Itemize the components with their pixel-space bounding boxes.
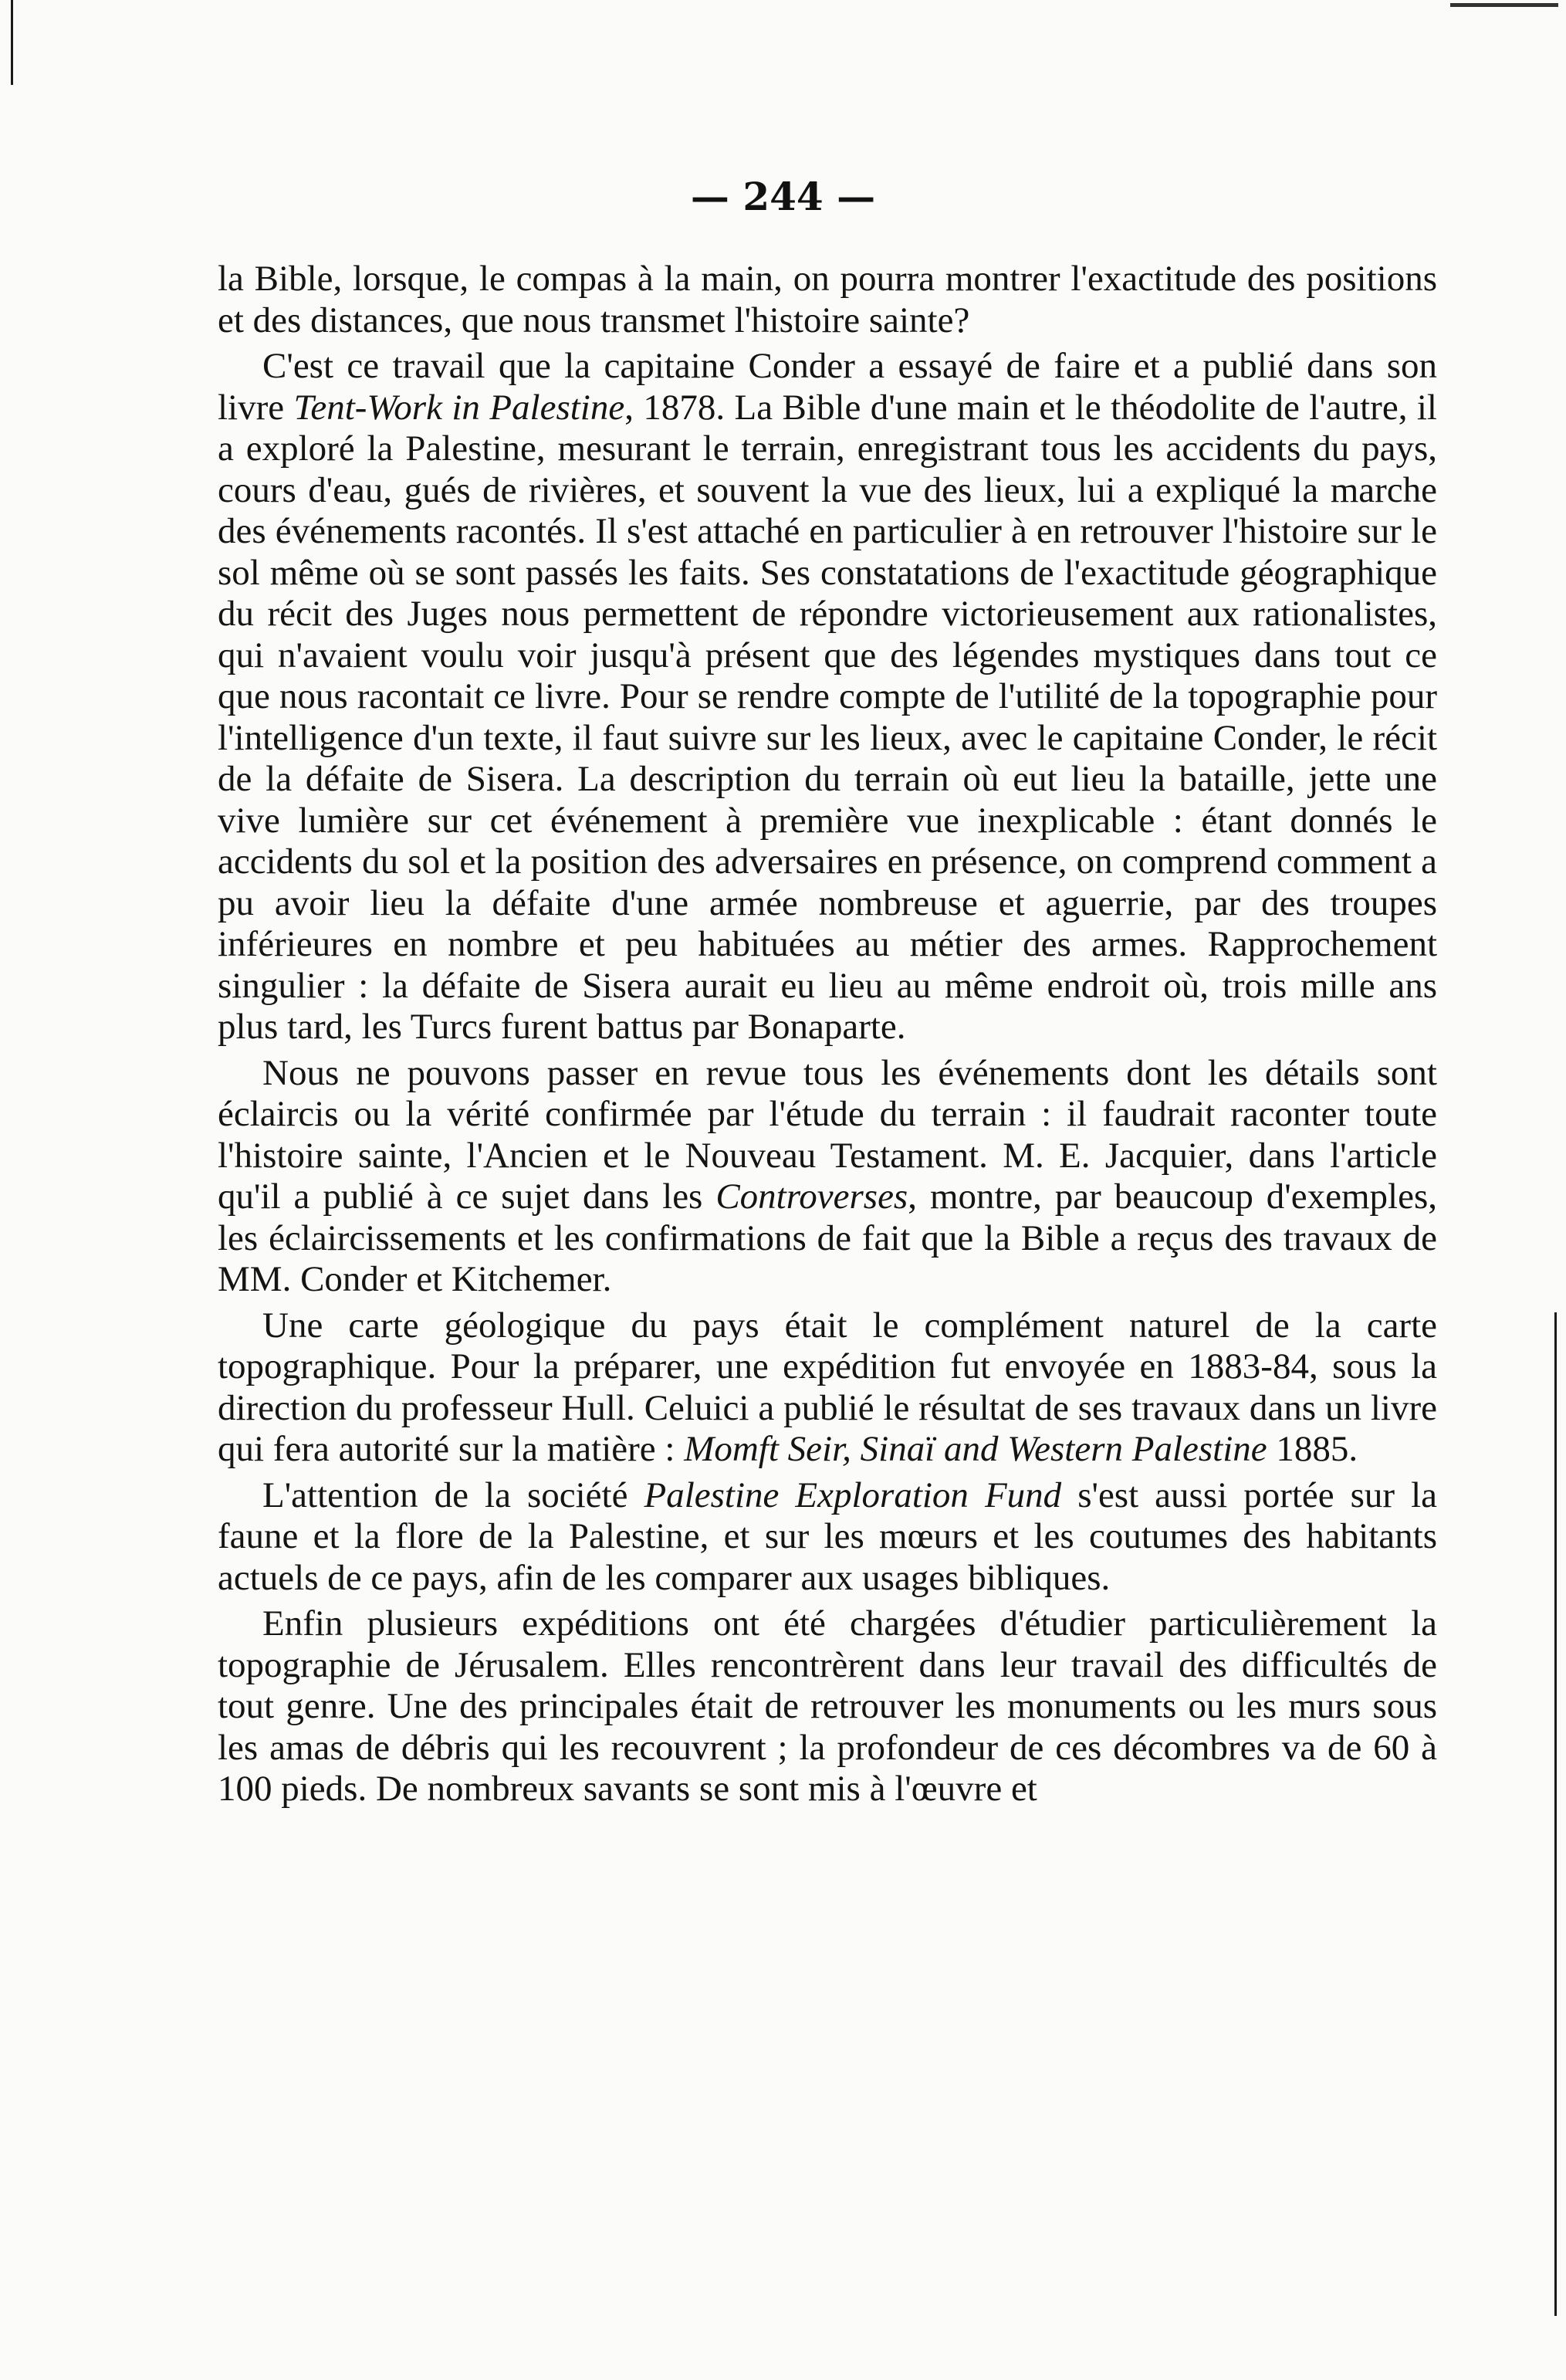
paragraph <box>218 1475 1437 1600</box>
text-segment: , montre, par beaucoup d'exemples, les éclaircissements et les confirmations de fait que la Bible a reçus des travaux de MM. Conder et Kitchemer. <box>218 1176 1437 1299</box>
text-segment: C'est ce travail que la capitaine Conder a essayé de faire et a publié dans son livre <box>218 346 1437 428</box>
text-segment: s'est aussi portée sur la faune et la flore de la Palestine, et sur les mœurs et les coutumes des habitants actuels de ce pays, afin de les comparer aux usages bibliques. <box>218 1474 1438 1598</box>
text-segment: 1885. <box>1267 1429 1358 1469</box>
scan-edge-mark-left <box>11 0 13 85</box>
text-segment: Une carte géologique du pays était le complément naturel de la carte topographique. Pour la préparer, une expédition fut envoyée en 1883-84, sous la direction du professeur Hull. Celuici a publié le résultat de ses travaux dans un livre qui fera autorité sur la matière : <box>218 1305 1437 1469</box>
scan-edge-mark-right <box>1554 1312 1557 2316</box>
scan-edge-mark-top <box>1450 3 1558 7</box>
page-number: — 244 — <box>690 174 876 219</box>
text-segment: Enfin plusieurs expéditions ont été chargées d'étudier particulièrement la topographie de Jérusalem. Elles rencontrèrent dans leur travail des difficultés de tout genre. Une des principales était de retrouver les monuments ou les murs sous les amas de débris qui les recouvrent ; la profondeur de ces décombres va de 60 à 100 pieds. De nombreux savants se sont mis à l'œuvre et <box>218 1603 1437 1809</box>
paragraph <box>218 1305 1437 1471</box>
italic-title: Momft Seir, Sinaï and Western Palestine <box>684 1429 1267 1469</box>
text-segment: la Bible, lorsque, le compas à la main, on pourra montrer l'exactitude des positions et des distances, que nous transmet l'histoire sainte? <box>218 259 1437 340</box>
italic-title: Tent-Work in Palestine <box>293 387 625 428</box>
body-text <box>218 259 1437 1810</box>
italic-title: Palestine Exploration Fund <box>644 1474 1062 1515</box>
text-segment: Nous ne pouvons passer en revue tous les événements dont les détails sont éclaircis ou la vérité confirmée par l'étude du terrain : il faudrait raconter toute l'histoire sainte, l'Ancien et le Nouveau Testament. M. E. Jacquier, dans l'article qu'il a publié à ce sujet dans les <box>218 1052 1437 1217</box>
paragraph <box>218 1053 1437 1301</box>
paragraph <box>218 1603 1437 1810</box>
paragraph <box>218 259 1437 341</box>
paragraph <box>218 346 1437 1048</box>
italic-title: Controverses <box>715 1176 908 1217</box>
text-segment: , 1878. La Bible d'une main et le théodolite de l'autre, il a exploré la Palestine, mesurant le terrain, enregistrant tous les accidents du pays, cours d'eau, gués de rivières, et souvent la vue des lieux, lui a expliqué la marche des événements racontés. Il s'est attaché en particulier à en retrouver l'histoire sur le sol même où se sont passés les faits. Ses constatations de l'exactitude géographique du récit des Juges nous permettent de répondre victorieusement aux rationalistes, qui n'avaient voulu voir jusqu'à présent que des légendes mystiques dans tout ce que nous racontait ce livre. Pour se rendre compte de l'utilité de la topographie pour l'intelligence d'un texte, il faut suivre sur les lieux, avec le capitaine Conder, le récit de la défaite de Sisera. La description du terrain où eut lieu la bataille, jette une vive lumière sur cet événement à première vue inexplicable : étant donnés le accidents du sol et la position des adversaires en présence, on comprend comment a pu avoir lieu la défaite d'une armée nombreuse et aguerrie, par des troupes inférieures en nombre et peu habituées au métier des armes. Rapprochement singulier : la défaite de Sisera aurait eu lieu au même endroit où, trois mille ans plus tard, les Turcs furent battus par Bonaparte. <box>218 387 1437 1047</box>
text-segment: L'attention de la société <box>262 1474 644 1515</box>
